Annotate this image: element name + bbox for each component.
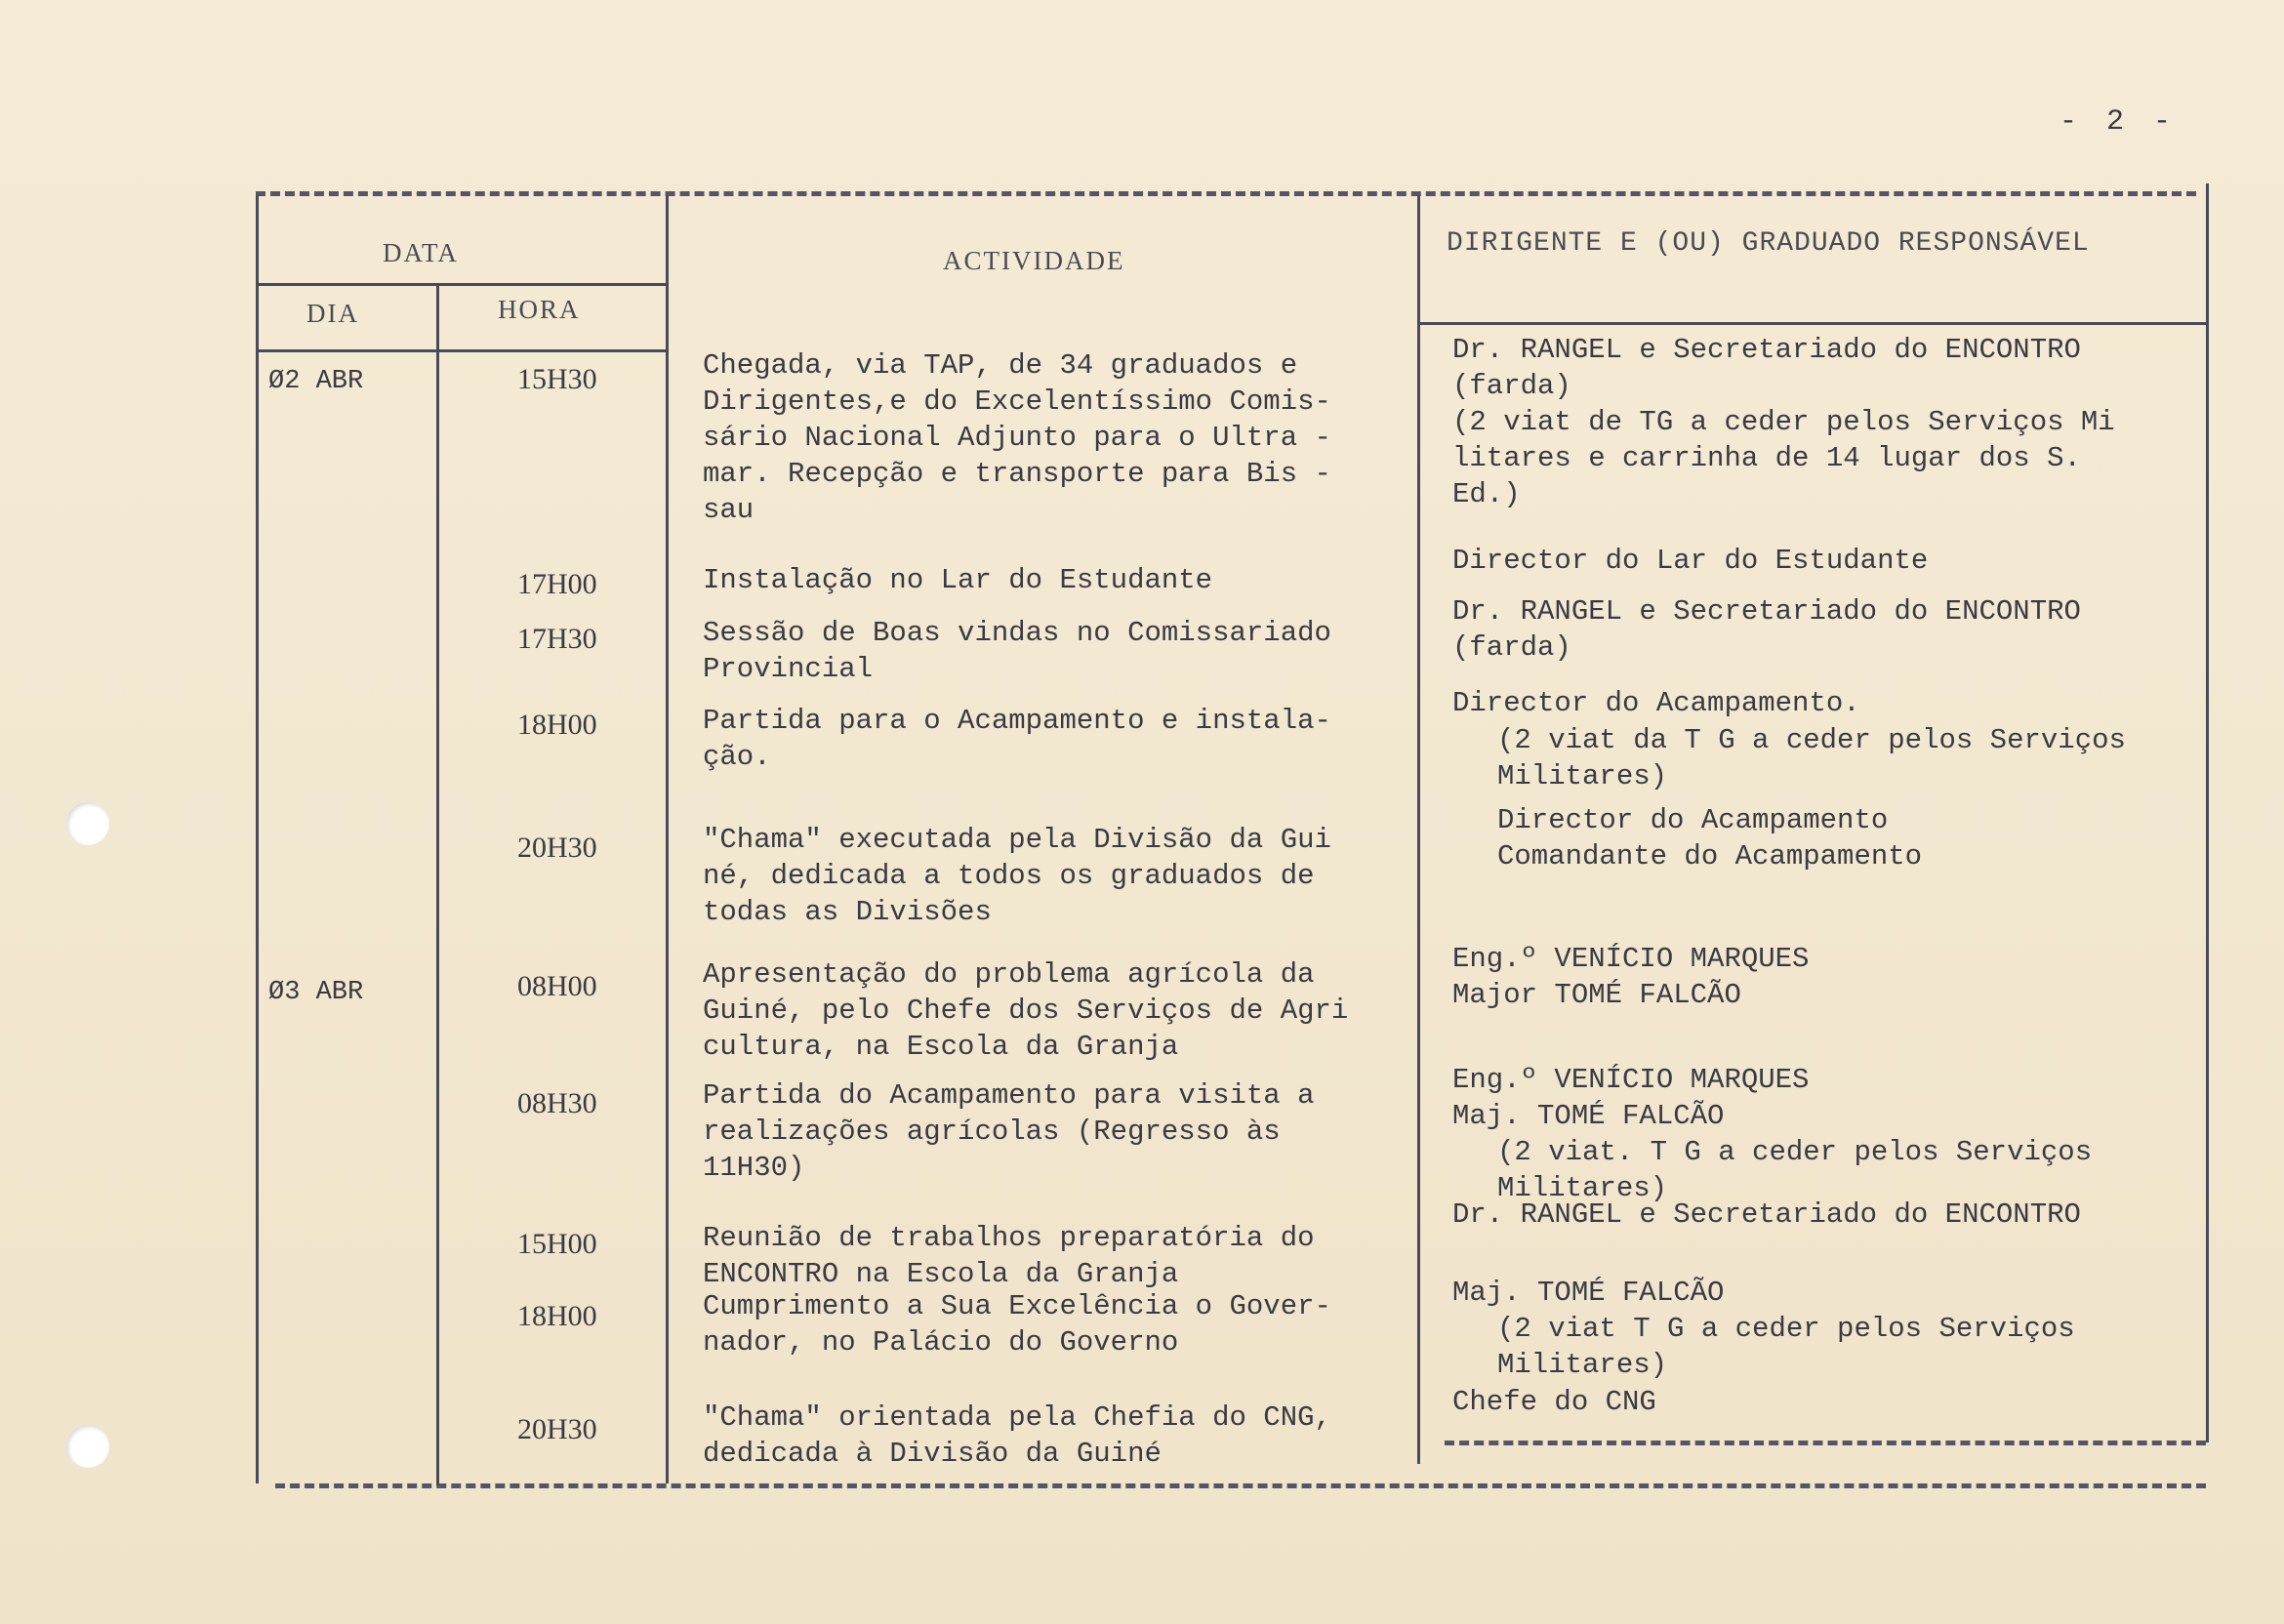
- row-responsavel: Maj. TOMÉ FALCÃO: [1452, 1277, 1725, 1309]
- page-number: - 2 -: [2060, 105, 2178, 139]
- dia-hora-divider: [436, 285, 439, 1485]
- header-actividade: ACTIVIDADE: [943, 246, 1125, 275]
- header-bottom-rule-left: [256, 349, 666, 352]
- table-left-border: [256, 195, 259, 1483]
- row-actividade: Sessão de Boas vindas no Comissariado Provincial: [703, 617, 1331, 685]
- row-responsavel: Chefe do CNG: [1452, 1386, 1656, 1418]
- row-actividade: Reunião de trabalhos preparatória do ENCONTRO na Escola da Granja: [703, 1222, 1315, 1290]
- header-dia: DIA: [306, 299, 359, 328]
- table-end-dashes: [1445, 1441, 2206, 1445]
- header-data: DATA: [383, 238, 459, 267]
- row-actividade: Partida para o Acampamento e instala- ção.: [703, 705, 1331, 773]
- row-dia: Ø3 ABR: [268, 978, 364, 1007]
- row-hora: 17H30: [517, 623, 597, 655]
- header-bottom-rule-right: [1417, 322, 2206, 325]
- row-responsavel: Eng.º VENÍCIO MARQUES Maj. TOMÉ FALCÃO: [1452, 1064, 1810, 1132]
- row-actividade: Chegada, via TAP, de 34 graduados e Dirigentes,e do Excelentíssimo Comis- sário Nacional Adjunto para o Ultra - mar. Recepção e transporte para Bis - sau: [703, 349, 1331, 526]
- table-top-border: [256, 191, 2196, 196]
- row-responsavel: Eng.º VENÍCIO MARQUES Major TOMÉ FALCÃO: [1452, 943, 1810, 1011]
- row-responsavel-extra: (2 viat da T G a ceder pelos Serviços Militares): [1497, 724, 2126, 792]
- row-hora: 17H00: [517, 568, 597, 600]
- table-bottom-border: [275, 1483, 2206, 1488]
- row-hora: 15H00: [517, 1228, 597, 1260]
- row-responsavel: Director do Acampamento.: [1452, 687, 1860, 719]
- row-hora: 20H30: [517, 832, 597, 864]
- row-hora: 20H30: [517, 1413, 597, 1445]
- row-hora: 08H30: [517, 1087, 597, 1119]
- row-hora: 18H00: [517, 1300, 597, 1332]
- hora-actividade-divider: [666, 195, 669, 1483]
- row-actividade: "Chama" orientada pela Chefia do CNG, dedicada à Divisão da Guiné: [703, 1401, 1331, 1470]
- row-responsavel-extra: (2 viat. T G a ceder pelos Serviços Militares): [1497, 1136, 2093, 1204]
- row-responsavel: Dr. RANGEL e Secretariado do ENCONTRO (farda) (2 viat de TG a ceder pelos Serviços Mi litares e carrinha de 14 lugar dos S. Ed.): [1452, 334, 2115, 510]
- punch-hole-bottom: [66, 1425, 109, 1468]
- header-responsavel: DIRIGENTE E (OU) GRADUADO RESPONSÁVEL: [1447, 228, 2090, 259]
- row-actividade: Cumprimento a Sua Excelência o Gover- nador, no Palácio do Governo: [703, 1290, 1331, 1359]
- row-actividade: Partida do Acampamento para visita a realizações agrícolas (Regresso às 11H30): [703, 1079, 1315, 1184]
- row-hora: 15H30: [517, 363, 597, 395]
- punch-hole-top: [66, 802, 109, 845]
- row-responsavel: Director do Acampamento Comandante do Acampamento: [1497, 804, 1923, 873]
- row-responsavel: Dr. RANGEL e Secretariado do ENCONTRO: [1452, 1198, 2081, 1231]
- row-actividade: Apresentação do problema agrícola da Guiné, pelo Chefe dos Serviços de Agri cultura, na Escola da Granja: [703, 958, 1349, 1063]
- row-hora: 08H00: [517, 970, 597, 1002]
- row-dia: Ø2 ABR: [268, 367, 364, 396]
- row-responsavel: Dr. RANGEL e Secretariado do ENCONTRO (farda): [1452, 595, 2081, 664]
- row-responsavel-extra: (2 viat T G a ceder pelos Serviços Militares): [1497, 1313, 2075, 1381]
- row-hora: 18H00: [517, 709, 597, 741]
- row-actividade: Instalação no Lar do Estudante: [703, 564, 1213, 596]
- data-header-divider: [256, 283, 666, 286]
- header-hora: HORA: [498, 295, 581, 324]
- row-actividade: "Chama" executada pela Divisão da Gui né, dedicada a todos os graduados de todas as Divisões: [703, 824, 1331, 928]
- row-responsavel: Director do Lar do Estudante: [1452, 545, 1929, 577]
